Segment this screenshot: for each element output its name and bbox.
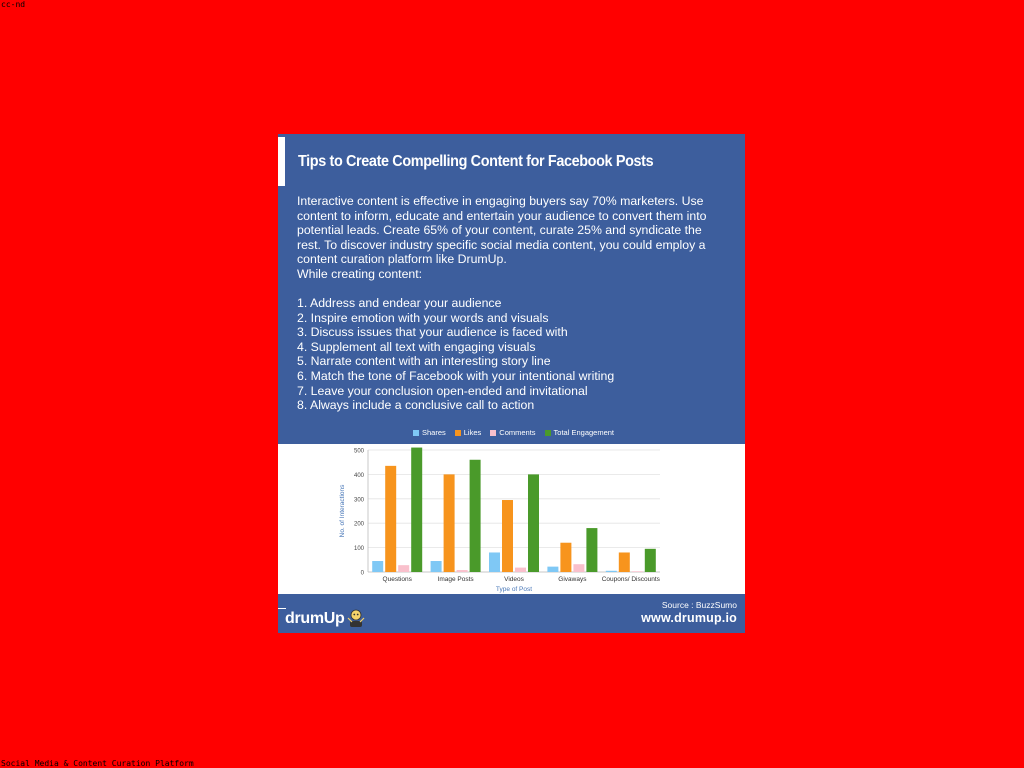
y-axis-label: No. of Interactions (339, 484, 346, 538)
x-tick-label: Image Posts (437, 576, 474, 583)
tip-item: 4. Supplement all text with engaging visuals (297, 339, 536, 354)
legend-item-likes (455, 428, 482, 437)
bar-total-engagement (586, 528, 597, 572)
bar-total-engagement (411, 448, 422, 572)
x-tick-label: Givaways (558, 576, 587, 583)
y-tick-label: 200 (353, 521, 364, 528)
bar-likes (385, 466, 396, 572)
legend-swatch (490, 430, 496, 436)
bar-shares (431, 561, 442, 572)
bar-comments (398, 565, 409, 572)
tip-item: 8. Always include a conclusive call to action (297, 398, 535, 413)
legend-swatch (455, 430, 461, 436)
legend-swatch (545, 430, 551, 436)
bar-shares (606, 571, 617, 572)
x-tick-label: Questions (382, 576, 412, 583)
x-axis-label: Type of Post (495, 586, 533, 593)
corner-tag: cc-nd (1, 0, 26, 9)
intro-text (297, 194, 727, 282)
bar-comments (632, 571, 643, 572)
x-tick-label: Videos (504, 576, 524, 583)
chart-panel (278, 444, 745, 594)
bar-shares (547, 567, 558, 572)
source-credit: Source : BuzzSumo (661, 600, 737, 610)
bar-likes (502, 500, 513, 572)
legend-item-shares (413, 428, 446, 437)
logo-text: drumUp (285, 610, 345, 627)
bar-likes (560, 543, 571, 572)
tip-item: 6. Match the tone of Facebook with your intentional writing (297, 368, 615, 383)
bar-likes (444, 474, 455, 572)
y-tick-label: 500 (353, 448, 364, 455)
card-title: Tips to Create Compelling Content for Facebook Posts (298, 153, 654, 170)
legend-label: Likes (463, 428, 482, 437)
bar-likes (619, 552, 630, 572)
title-accent-bar (278, 137, 285, 186)
bar-shares (489, 552, 500, 572)
legend-label: Total Engagement (553, 428, 615, 437)
x-tick-label: Coupons/ Discounts (601, 576, 660, 583)
tip-item: 7. Leave your conclusion open-ended and invitational (297, 383, 588, 398)
y-tick-label: 300 (353, 497, 364, 504)
legend-label: Comments (499, 428, 536, 437)
bar-comments (515, 568, 526, 572)
drumup-logo (285, 608, 367, 630)
bar-comments (457, 570, 468, 572)
y-tick-label: 400 (353, 472, 364, 479)
bar-total-engagement (470, 460, 481, 572)
bar-chart (278, 444, 745, 594)
legend-item-total-engagement (545, 428, 614, 437)
y-tick-label: 0 (360, 570, 364, 577)
bar-total-engagement (528, 474, 539, 572)
bar-shares (372, 561, 383, 572)
legend-swatch (413, 430, 419, 436)
drum-mascot-icon (345, 608, 367, 630)
chart-legend (413, 428, 614, 437)
website-url: www.drumup.io (641, 611, 737, 625)
bar-total-engagement (645, 549, 656, 572)
tip-item: 2. Inspire emotion with your words and visuals (297, 310, 549, 325)
tip-item: 5. Narrate content with an interesting story line (297, 354, 551, 369)
intro-paragraph: Interactive content is effective in engaging buyers say 70% marketers. Use content to inform, educate and entertain your audience to convert them into potential leads. Create 65% of your content, curate 25% and syndicate the rest. To discover industry specific social media content, you could employ a content curation platform like DrumUp. (297, 194, 707, 267)
legend-item-comments (490, 428, 535, 437)
bottom-caption: Social Media & Content Curation Platform (1, 759, 194, 768)
y-tick-label: 100 (353, 546, 364, 553)
tip-item: 3. Discuss issues that your audience is faced with (297, 325, 568, 340)
bar-comments (573, 564, 584, 572)
tips-list (297, 296, 614, 413)
legend-label: Shares (422, 428, 446, 437)
infographic-card (278, 134, 745, 633)
intro-lead: While creating content: (297, 266, 423, 281)
tip-item: 1. Address and endear your audience (297, 296, 502, 310)
